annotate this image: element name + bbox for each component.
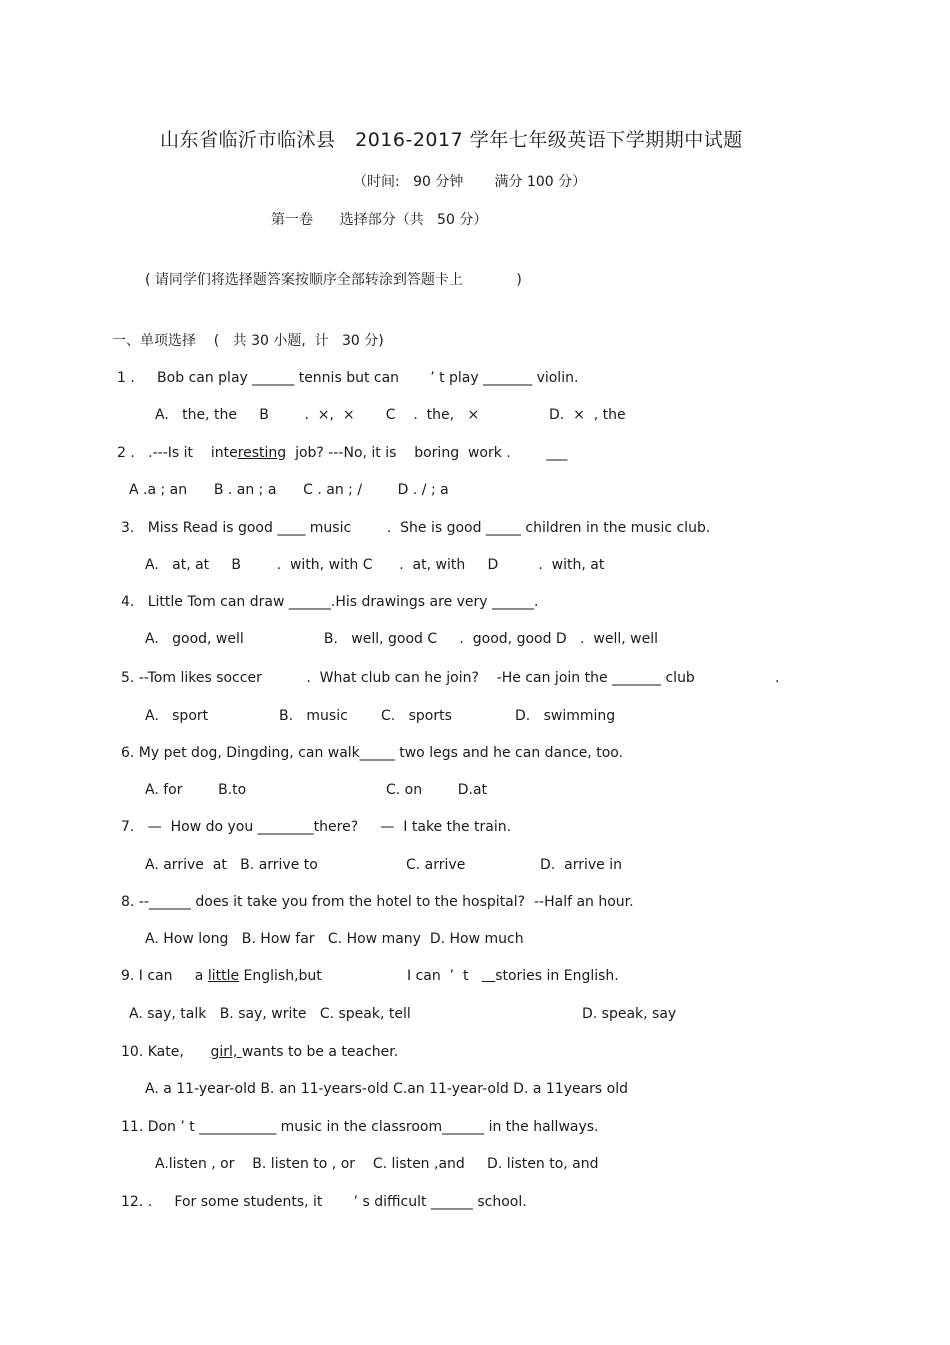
question-8: 8. --______ does it take you from the hotel to the hospital? --Half an hour. — [121, 894, 634, 910]
section-title: 一、单项选择 ( 共 30 小题, 计 30 分) — [112, 333, 384, 349]
question-2-part-2: resting — [237, 445, 287, 461]
question-5-option-d: D. swimming — [515, 708, 616, 724]
question-7-option-c: C. arrive — [406, 857, 466, 873]
question-9 — [121, 967, 322, 985]
question-12: 12. . For some students, it ’ s difficult ______ school. — [121, 1194, 527, 1210]
question-9-part-3: English,but — [239, 968, 322, 984]
question-5-option-a: A. sport — [145, 708, 209, 724]
question-9-option-d: D. speak, say — [582, 1006, 677, 1022]
question-7: 7. — How do you ________there? — I take the train. — [121, 819, 512, 835]
question-10-part-1: 10. Kate, — [121, 1044, 211, 1060]
question-9-part-1: 9. I can a — [121, 968, 208, 984]
question-3-options: A. at, at B . with, with C . at, with D . with, at — [145, 557, 605, 573]
instruction: ( 请同学们将选择题答案按顺序全部转涂到答题卡上 ) — [145, 272, 522, 288]
question-8-options: A. How long B. How far C. How many D. How much — [145, 931, 524, 947]
time-note: （时间: 90 分钟 满分 100 分） — [353, 174, 587, 190]
question-1-options-d: D. × , the — [549, 407, 626, 423]
question-11-options: A.listen , or B. listen to , or C. listen ,and D. listen to, and — [155, 1156, 599, 1172]
question-10-options: A. a 11-year-old B. an 11-years-old C.an 11-year-old D. a 11years old — [145, 1081, 629, 1097]
question-7-options-ab: A. arrive at B. arrive to — [145, 857, 318, 873]
question-5-option-c: C. sports — [381, 708, 452, 724]
question-9-blank — [482, 968, 495, 984]
question-9-part-2: little — [207, 968, 240, 984]
question-5-tail: . — [775, 670, 780, 686]
question-2-part-3: job? ---No, it is boring work . ___ — [286, 445, 568, 461]
question-2 — [117, 444, 567, 462]
question-4: 4. Little Tom can draw ______.His drawings are very ______. — [121, 594, 539, 610]
question-2-part-1: 2 . .---Is it inte — [117, 445, 238, 461]
question-3: 3. Miss Read is good ____ music . She is good _____ children in the music club. — [121, 520, 711, 536]
page-title: 山东省临沂市临沭县 2016-2017 学年七年级英语下学期期中试题 — [160, 129, 743, 151]
question-6-options-ab: A. for B.to — [145, 782, 247, 798]
question-7-option-d: D. arrive in — [540, 857, 622, 873]
question-10 — [121, 1043, 398, 1061]
part-title: 第一卷 选择部分（共 50 分） — [271, 212, 488, 228]
question-1: 1 . Bob can play ______ tennis but can ’ t play _______ violin. — [117, 370, 579, 386]
question-4-options: A. good, well B. well, good C . good, good D . well, well — [145, 631, 658, 647]
question-2-options: A .a ; an B . an ; a C . an ; / D . / ; a — [129, 482, 449, 498]
question-1-options-a: A. the, the B . ×, × C . the, × — [155, 407, 480, 423]
question-5-option-b: B. music — [279, 708, 348, 724]
question-10-part-3: wants to be a teacher. — [241, 1044, 399, 1060]
question-5: 5. --Tom likes soccer . What club can he join? -He can join the _______ club — [121, 670, 695, 686]
question-9-middle — [407, 967, 619, 985]
question-9-end: stories in English. — [495, 968, 619, 984]
question-6: 6. My pet dog, Dingding, can walk_____ two legs and he can dance, too. — [121, 745, 624, 761]
question-9-mid: I can ’ t — [407, 968, 482, 984]
question-11: 11. Don ’ t ___________ music in the classroom______ in the hallways. — [121, 1119, 599, 1135]
question-10-part-2: girl, — [210, 1044, 242, 1060]
question-6-options-cd: C. on D.at — [386, 782, 488, 798]
question-9-options-abc: A. say, talk B. say, write C. speak, tell — [129, 1006, 411, 1022]
